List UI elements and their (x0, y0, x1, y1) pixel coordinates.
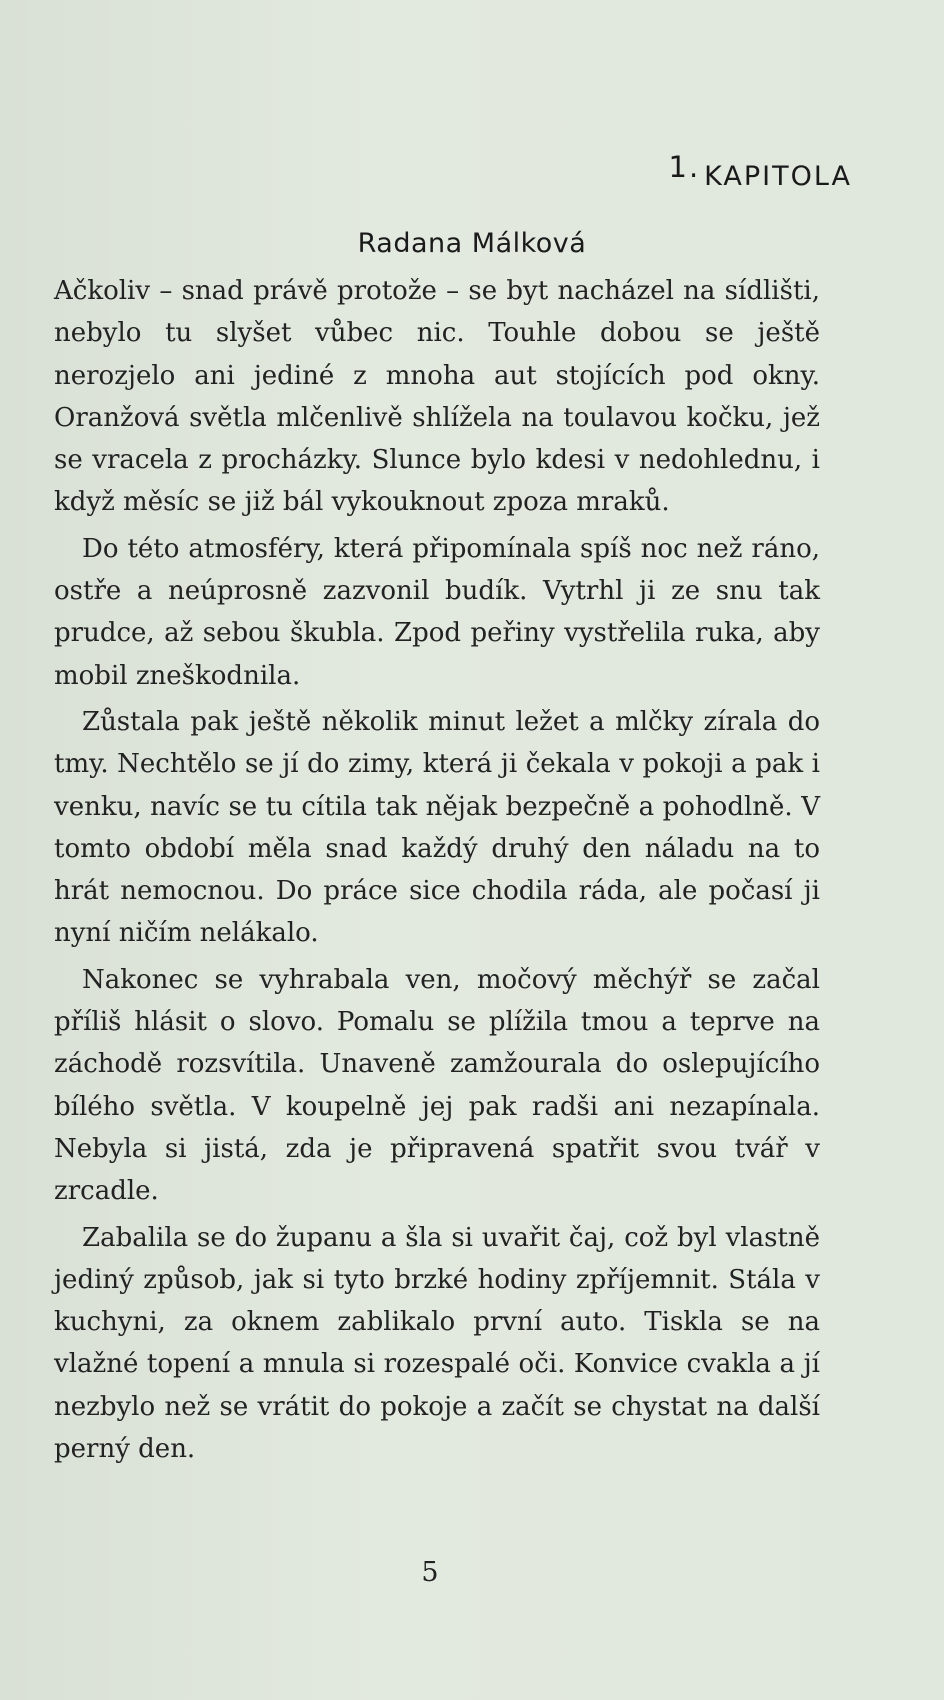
body-text (54, 270, 820, 1474)
paragraph-2: Do této atmosféry, která připomínala spíš noc než ráno, ostře a neúprosně zazvonil budík. Vytrhl ji ze snu tak prudce, až sebou škubla. Zpod peřiny vystřelila ruka, aby mobil zneškodnila. (54, 533, 820, 691)
paragraph-5: Zabalila se do županu a šla si uvařit čaj, což byl vlastně jediný způsob, jak si tyto brzké hodiny zpříjemnit. Stála v kuchyni, za oknem zablikalo první auto. Tiskla se na vlažné topení a mnula si rozespalé oči. Konvice cvakla a jí nezbylo než se vrátit do pokoje a začít se chystat na další perný den. (54, 1222, 820, 1465)
author-name: Radana Málková (357, 228, 587, 259)
chapter-label: KAPITOLA (704, 161, 852, 192)
page-number: 5 (421, 1557, 439, 1588)
chapter-heading (669, 150, 853, 192)
paragraph-1: Ačkoliv – snad právě protože – se byt nacházel na sídlišti, nebylo tu slyšet vůbec nic. Touhle dobou se ještě nerozjelo ani jediné z mnoha aut stojících pod okny. Oranžová světla mlčenlivě shlížela na toulavou kočku, jež se vracela z procházky. Slunce bylo kdesi v nedohlednu, i když měsíc se již bál vykouknout zpoza mraků. (54, 276, 820, 518)
paragraph-3: Zůstala pak ještě několik minut ležet a mlčky zírala do tmy. Nechtělo se jí do zimy, která ji čekala v pokoji a pak i venku, navíc se tu cítila tak nějak bezpečně a pohodlně. V tomto období měla snad každý druhý den náladu na to hrát nemocnou. Do práce sice chodila ráda, ale počasí ji nyní ničím nelákalo. (54, 706, 820, 949)
paragraph-4: Nakonec se vyhrabala ven, močový měchýř se začal příliš hlásit o slovo. Pomalu se plížila tmou a teprve na záchodě rozsvítila. Unaveně zamžourala do oslepujícího bílého světla. V koupelně jej pak radši ani nezapínala. Nebyla si jistá, zda je připravená spatřit svou tvář v zrcadle. (54, 964, 820, 1207)
chapter-number: 1. (668, 150, 701, 184)
